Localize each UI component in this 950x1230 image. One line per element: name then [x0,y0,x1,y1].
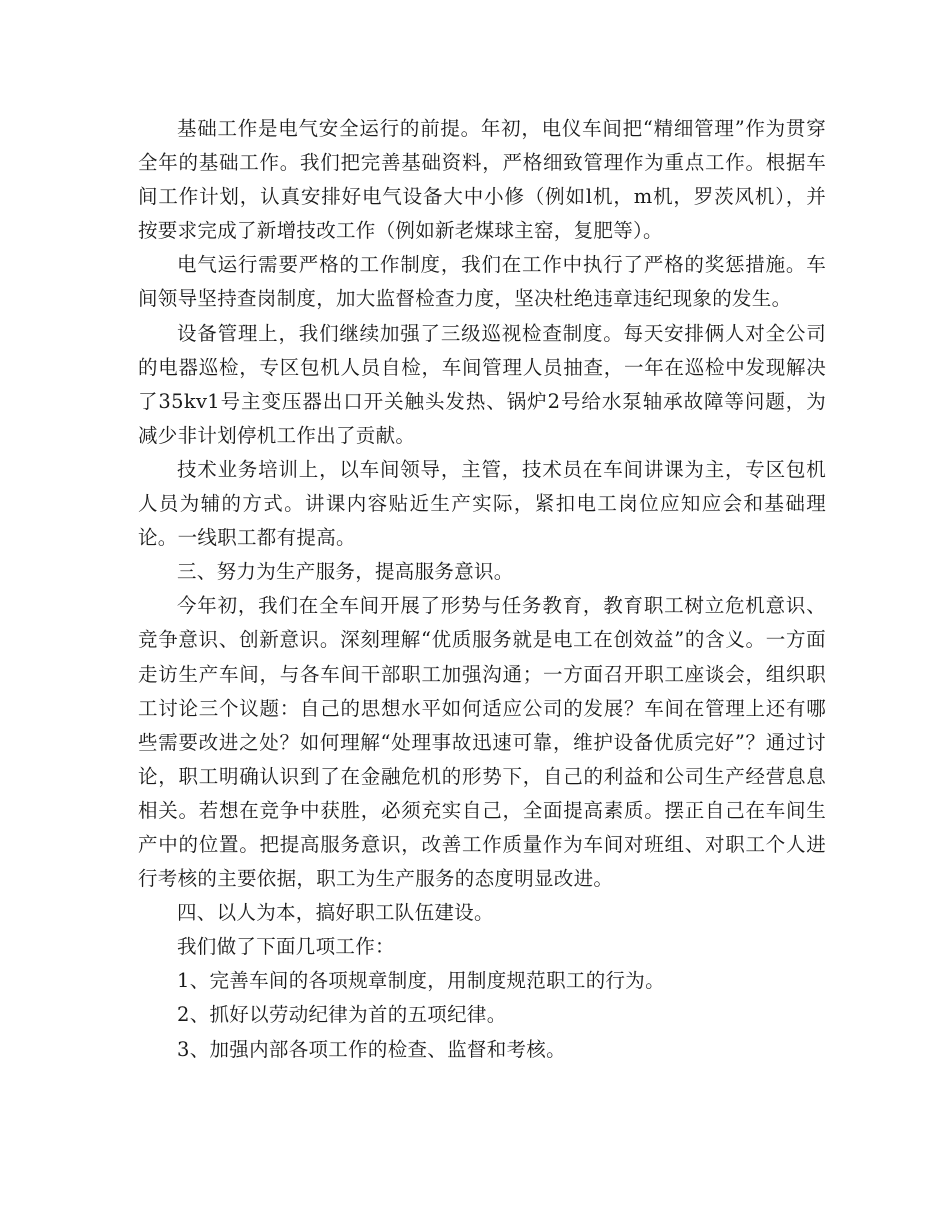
list-item-3: 3、加强内部各项工作的检查、监督和考核。 [177,1037,566,1061]
list-item-2: 2、抓好以劳动纪律为首的五项纪律。 [177,1003,507,1027]
section-heading-service: 三、努力为生产服务，提高服务意识。 [177,560,514,584]
paragraph-service-awareness: 今年初，我们在全车间开展了形势与任务教育，教育职工树立危机意识、竞争意识、创新意识。深刻理解“优质服务就是电工在创效益”的含义。一方面走访生产车间，与各车间干部职工加强沟通；一方面召开职工座谈会，组织职工讨论三个议题：自己的思想水平如何适应公司的发展？车间在管理上还有哪些需要改进之处？如何理解“处理事故迅速可靠，维护设备优质完好”？通过讨论，职工明确认识到了在金融危机的形势下，自己的利益和公司生产经营息息相关。若想在竞争中获胜，必须充实自己，全面提高素质。摆正自己在车间生产中的位置。把提高服务意识，改善工作质量作为车间对班组、对职工个人进行考核的主要依据，职工为生产服务的态度明显改进。 [138,594,826,891]
paragraph-technical-training: 技术业务培训上，以车间领导，主管，技术员在车间讲课为主，专区包机人员为辅的方式。讲课内容贴近生产实际，紧扣电工岗位应知应会和基础理论。一线职工都有提高。 [138,457,826,550]
document-page [138,112,826,1067]
paragraph-tasks-intro: 我们做了下面几项工作： [177,935,395,959]
paragraph-basic-work: 基础工作是电气安全运行的前提。年初，电仪车间把“精细管理”作为贯穿全年的基础工作。我们把完善基础资料，严格细致管理作为重点工作。根据车间工作计划，认真安排好电气设备大中小修（例如l机，m机，罗茨风机），并按要求完成了新增技改工作（例如新老煤球主窑，复肥等）。 [138,117,826,243]
paragraph-operation-system: 电气运行需要严格的工作制度，我们在工作中执行了严格的奖惩措施。车间领导坚持查岗制度，加大监督检查力度，坚决杜绝违章违纪现象的发生。 [138,253,826,311]
list-item-1: 1、完善车间的各项规章制度，用制度规范职工的行为。 [177,969,665,993]
paragraph-equipment-management: 设备管理上，我们继续加强了三级巡视检查制度。每天安排俩人对全公司的电器巡检，专区包机人员自检，车间管理人员抽查，一年在巡检中发现解决了35kv1号主变压器出口开关触头发热、锅炉2号给水泵轴承故障等问题，为减少非计划停机工作出了贡献。 [138,321,826,447]
section-heading-team-building: 四、以人为本，搞好职工队伍建设。 [177,901,494,925]
